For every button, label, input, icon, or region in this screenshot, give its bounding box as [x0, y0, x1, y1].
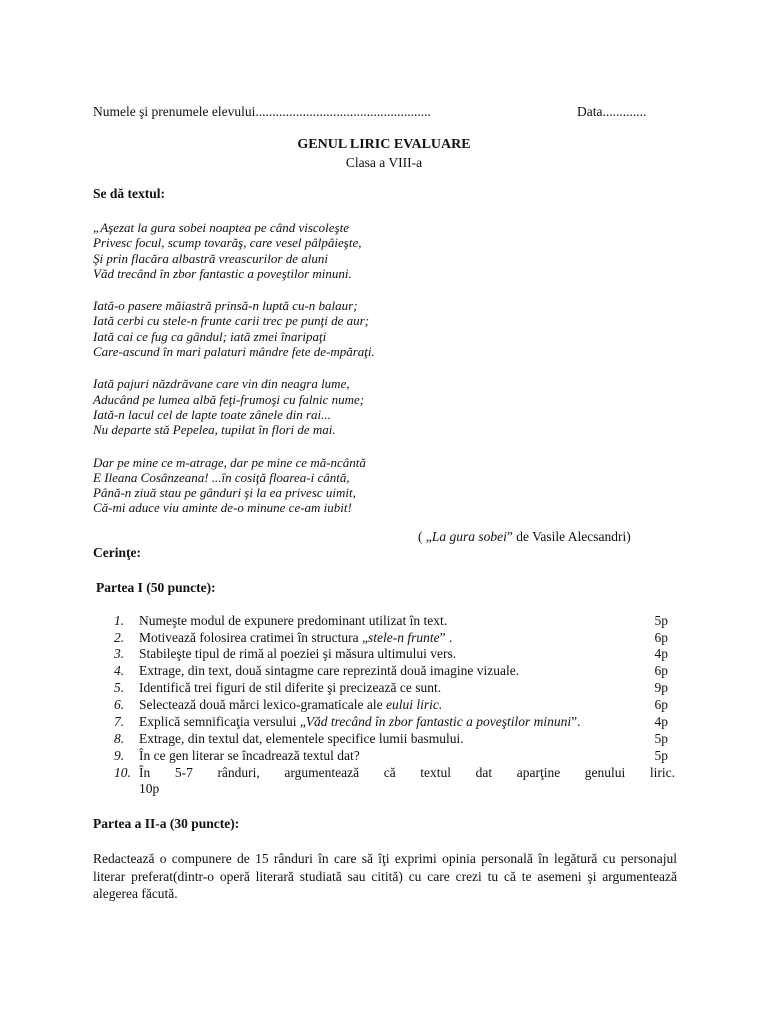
question-text: În 5-7 rânduri, argumentează că textul dat aparţine genului liric.	[139, 765, 675, 780]
question-number: 3.	[114, 646, 125, 661]
question-text: Stabileşte tipul de rimă al poeziei şi măsura ultimului vers.	[139, 646, 457, 661]
question-points: 6p	[654, 697, 668, 712]
question-text: Selectează două mărci lexico-gramaticale ale eului liric.	[139, 697, 443, 712]
question-text: În ce gen literar se încadrează textul dat?	[139, 748, 360, 763]
question-points: 6p	[654, 663, 668, 678]
question-text: Identifică trei figuri de stil diferite şi precizează ce sunt.	[139, 680, 442, 695]
poem-line: Iată-o pasere măiastră prinsă-n luptă cu-n balaur;	[93, 298, 358, 314]
poem	[93, 220, 375, 533]
given-text-label: Se dă textul:	[93, 186, 165, 201]
question-points: 9p	[654, 680, 668, 695]
poem-line: Iată pajuri năzdrăvane care vin din neagra lume,	[93, 376, 350, 392]
question-number: 1.	[114, 613, 125, 628]
question-text: Explică semnificaţia versului „Văd trecând în zbor fantastic a poveştilor minuni”.	[139, 714, 581, 729]
question-text: Extrage, din text, două sintagme care reprezintă două imagine vizuale.	[139, 663, 520, 678]
question-text: Extrage, din textul dat, elementele specifice lumii basmului.	[139, 731, 464, 746]
document-subtitle: Clasa a VIII-a	[345, 155, 423, 170]
question-number: 7.	[114, 714, 125, 729]
poem-line: Dar pe mine ce m-atrage, dar pe mine ce mă-ncântă	[93, 454, 366, 470]
poem-stanza	[93, 376, 375, 437]
question-points: 5p	[654, 748, 668, 763]
poem-line: Şi prin flacăra albastră vreascurilor de aluni	[93, 250, 328, 266]
question-number: 6.	[114, 697, 125, 712]
question-points: 6p	[654, 630, 668, 645]
question-points: 4p	[654, 646, 668, 661]
date-label: Data.............	[577, 104, 647, 119]
poem-stanza	[93, 455, 375, 516]
poem-line: E Ileana Cosânzeana! ...în cosiţă floarea-i cântă,	[93, 469, 350, 485]
question-points: 10p	[139, 781, 160, 796]
poem-line: Care-ascund în mari palaturi mândre fete de-mpăraţi.	[93, 344, 375, 360]
part2-instructions: Redactează o compunere de 15 rânduri în care să îţi exprimi opinia personală în legătură cu personajul literar preferat(dintr-o operă literară studiată sau citită) cu care crezi tu că te asemeni şi argumentează alegerea făcută.	[93, 851, 677, 901]
poem-source	[418, 529, 631, 545]
poem-line: Iată cerbi cu stele-n frunte carii trec pe punţi de aur;	[93, 313, 370, 329]
question-number: 10.	[114, 765, 131, 780]
question-points: 5p	[654, 731, 668, 746]
question-points: 5p	[654, 613, 668, 628]
source-poem-title: La gura sobei	[431, 529, 507, 544]
poem-line: Iată-n lacul cel de lapte toate zânele din rai...	[93, 406, 331, 422]
poem-stanza	[93, 298, 375, 359]
poem-line: „Aşezat la gura sobei noaptea pe când viscoleşte	[93, 220, 349, 235]
question-number: 4.	[114, 663, 125, 678]
poem-line: Că-mi aduce viu aminte de-o minune ce-am iubit!	[93, 500, 352, 516]
part2-label: Partea a II-a (30 puncte):	[93, 816, 240, 831]
requirements-label: Cerinţe:	[93, 545, 141, 560]
poem-line: Iată cai ce fug ca gândul; iată zmei înaripaţi	[93, 328, 327, 344]
question-text: Numeşte modul de expunere predominant utilizat în text.	[139, 613, 448, 628]
question-number: 9.	[114, 748, 125, 763]
question-number: 5.	[114, 680, 125, 695]
part1-label: Partea I (50 puncte):	[96, 580, 216, 595]
source-open: ( „	[418, 529, 432, 544]
poem-line: Nu departe stă Pepelea, tupilat în flori de mai.	[93, 422, 336, 438]
question-text: Motivează folosirea cratimei în structura „stele-n frunte” .	[139, 630, 453, 645]
poem-stanza	[93, 220, 375, 281]
question-number: 2.	[114, 630, 125, 645]
poem-line: Privesc focul, scump tovarăş, care vesel pâlpâieşte,	[93, 235, 362, 251]
document-title: GENUL LIRIC EVALUARE	[297, 137, 471, 152]
source-author: ” de Vasile Alecsandri)	[506, 529, 631, 544]
poem-line: Aducând pe lumea albă feţi-frumoşi cu falnic nume;	[93, 391, 365, 407]
question-number: 8.	[114, 731, 125, 746]
student-name-label: Numele şi prenumele elevului....................................................	[93, 104, 431, 119]
poem-line: Până-n ziuă stau pe gânduri şi la ea privesc uimit,	[93, 485, 356, 501]
poem-line: Văd trecând în zbor fantastic a poveştilor minuni.	[93, 265, 352, 281]
question-points: 4p	[654, 714, 668, 729]
